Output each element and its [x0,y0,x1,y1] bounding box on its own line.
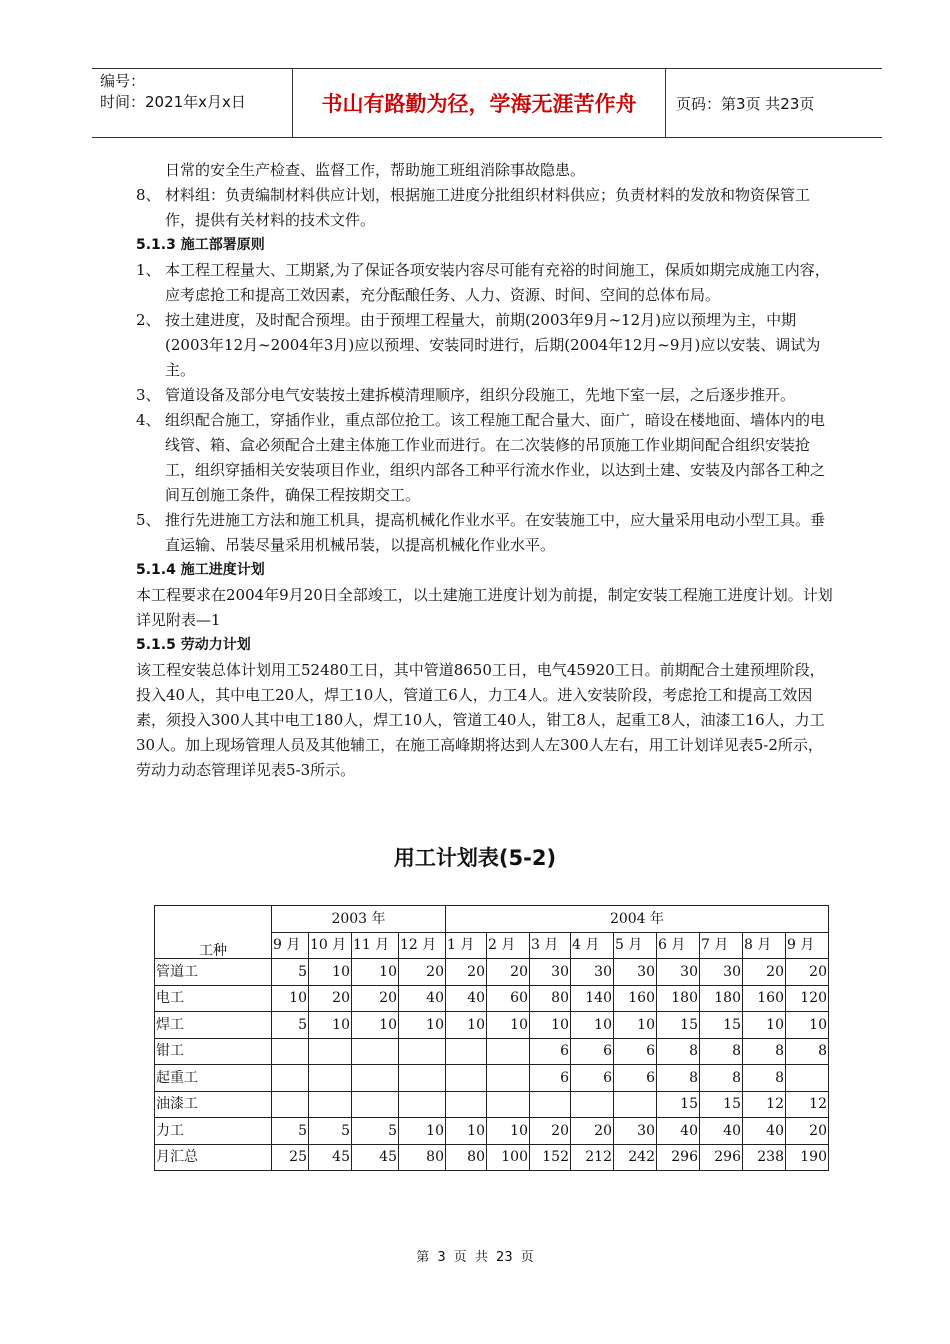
table-cell: 10 [487,1118,530,1145]
table-cell: 12 [786,1091,829,1118]
table-cell: 20 [530,1118,571,1145]
table-row [155,1091,829,1118]
table-cell [272,1065,309,1092]
table-cell: 30 [700,959,743,986]
table-cell [309,1065,352,1092]
table-cell [352,1038,399,1065]
table-cell [487,1091,530,1118]
table-cell [446,1065,487,1092]
month-header: 7 月 [700,932,743,959]
list-item-8 [136,183,836,233]
header-motto: 书山有路勤为径，学海无涯苦作舟 [292,69,666,137]
table-row [155,985,829,1012]
table-cell: 238 [743,1144,786,1171]
table-cell: 10 [352,1012,399,1039]
table-cell: 10 [446,1012,487,1039]
table-cell: 296 [700,1144,743,1171]
number-label: 编号： [100,72,146,90]
table-body [155,906,829,1171]
table-cell: 10 [272,985,309,1012]
table-cell [530,1091,571,1118]
table-cell: 20 [446,959,487,986]
month-header: 5 月 [614,932,657,959]
list-text: 材料组：负责编制材料供应计划，根据施工进度分批组织材料供应；负责材料的发放和物资保管工作，提供有关材料的技术文件。 [165,186,811,229]
table-cell: 30 [657,959,700,986]
table-cell: 15 [657,1091,700,1118]
table-cell [786,1065,829,1092]
table-cell: 6 [530,1065,571,1092]
document-body [136,158,836,783]
table-cell [614,1091,657,1118]
list-text: 组织配合施工，穿插作业，重点部位抢工。该工程施工配合量大、面广，暗设在楼地面、墙体内的电线管、箱、盒必须配合土建主体施工作业而进行。在二次装修的吊顶施工作业期间配合组织安装抢工，组织穿插相关安装项目作业，组织内部各工种平行流水作业，以达到土建、安装及内部各工种之间互创施工条件，确保工程按期交工。 [165,411,826,504]
row-label: 电工 [155,985,272,1012]
table-cell: 8 [786,1038,829,1065]
section-heading-515: 5.1.5 劳动力计划 [136,637,251,653]
table-cell: 20 [487,959,530,986]
table-cell: 30 [530,959,571,986]
table-row [155,1144,829,1171]
table-cell: 40 [446,985,487,1012]
list-number: 8、 [136,186,161,204]
paragraph-514: 本工程要求在2004年9月20日全部竣工，以土建施工进度计划为前提，制定安装工程施工进度计划。计划详见附表—1 [136,586,833,629]
table-cell: 6 [614,1065,657,1092]
table-cell: 5 [352,1118,399,1145]
year-2003-header: 2003 年 [272,906,446,933]
table-cell: 10 [446,1118,487,1145]
table-cell: 20 [743,959,786,986]
table-cell: 10 [352,959,399,986]
table-cell [446,1038,487,1065]
time-label: 时间：2021年x月x日 [100,93,246,111]
table-cell: 30 [614,1118,657,1145]
continuation-text: 日常的安全生产检查、监督工作，帮助施工班组消除事故隐患。 [165,161,586,179]
table-cell: 120 [786,985,829,1012]
table-cell: 8 [700,1038,743,1065]
corner-header: 工种 [155,906,272,959]
list-text: 按土建进度，及时配合预埋。由于预埋工程量大，前期(2003年9月~12月)应以预埋为主，中期(2003年12月~2004年3月)应以预埋、安装同时进行，后期(2004年12月~9月)应以安装、调试为主。 [165,311,821,379]
table-cell: 212 [571,1144,614,1171]
table-cell [571,1091,614,1118]
month-header: 12 月 [399,932,446,959]
table-cell: 20 [786,959,829,986]
table-cell: 10 [530,1012,571,1039]
row-label: 力工 [155,1118,272,1145]
list-text: 本工程工程量大、工期紧,为了保证各项安装内容尽可能有充裕的时间施工，保质如期完成施工内容，应考虑抢工和提高工效因素，充分酝酿任务、人力、资源、时间、空间的总体布局。 [165,261,830,304]
table-cell: 190 [786,1144,829,1171]
table-cell: 8 [700,1065,743,1092]
month-header: 3 月 [530,932,571,959]
month-header: 9 月 [786,932,829,959]
principle-item [136,308,836,383]
principle-item [136,408,836,508]
table-cell: 152 [530,1144,571,1171]
table-cell [309,1091,352,1118]
table-cell: 6 [571,1038,614,1065]
table-cell: 160 [743,985,786,1012]
table-row [155,959,829,986]
list-number: 3、 [136,386,161,404]
row-label: 管道工 [155,959,272,986]
table-cell: 10 [309,1012,352,1039]
list-number: 1、 [136,261,161,279]
list-number: 5、 [136,511,161,529]
list-number: 2、 [136,311,161,329]
table-cell: 5 [309,1118,352,1145]
row-label: 起重工 [155,1065,272,1092]
table-cell: 10 [399,1012,446,1039]
table-cell: 20 [309,985,352,1012]
month-header: 6 月 [657,932,700,959]
table-cell [352,1065,399,1092]
principle-item [136,508,836,558]
table-cell [309,1038,352,1065]
table-cell: 15 [657,1012,700,1039]
principle-item [136,258,836,308]
table-cell [399,1091,446,1118]
table-cell: 8 [657,1065,700,1092]
month-header: 2 月 [487,932,530,959]
table-cell: 20 [352,985,399,1012]
table-cell: 10 [743,1012,786,1039]
table-cell: 10 [399,1118,446,1145]
table-row [155,1118,829,1145]
month-header: 4 月 [571,932,614,959]
table-cell [487,1038,530,1065]
table-title: 用工计划表(5-2) [393,846,557,870]
table-cell [272,1091,309,1118]
paragraph-515: 该工程安装总体计划用工52480工日，其中管道8650工日，电气45920工日。前期配合土建预埋阶段，投入40人，其中电工20人，焊工10人，管道工6人，力工4人。进入安装阶段，考虑抢工和提高工效因素，须投入300人其中电工180人，焊工10人，管道工40人，钳工8人，起重工8人，油漆工16人，力工30人。加上现场管理人员及其他辅工，在施工高峰期将达到人左300人左右，用工计划详见表5-2所示，劳动力动态管理详见表5-3所示。 [136,661,825,779]
table-cell: 20 [399,959,446,986]
table-cell: 40 [743,1118,786,1145]
table-cell: 296 [657,1144,700,1171]
table-cell: 45 [309,1144,352,1171]
list-text: 推行先进施工方法和施工机具，提高机械化作业水平。在安装施工中，应大量采用电动小型工具。垂直运输、吊装尽量采用机械吊装，以提高机械化作业水平。 [165,511,826,554]
table-row [155,1038,829,1065]
list-text: 管道设备及部分电气安装按土建拆模清理顺序，组织分段施工，先地下室一层，之后逐步推开。 [165,386,796,404]
table-cell: 5 [272,1012,309,1039]
month-header: 11 月 [352,932,399,959]
table-cell: 8 [657,1038,700,1065]
table-cell: 15 [700,1091,743,1118]
table-cell [446,1091,487,1118]
table-cell: 160 [614,985,657,1012]
table-cell: 180 [700,985,743,1012]
table-cell: 60 [487,985,530,1012]
page-header [92,68,882,138]
table-cell: 80 [530,985,571,1012]
section-heading-513: 5.1.3 施工部署原则 [136,237,265,253]
month-header: 9 月 [272,932,309,959]
table-cell: 80 [399,1144,446,1171]
year-header-row [155,906,829,933]
month-header: 1 月 [446,932,487,959]
table-cell: 40 [399,985,446,1012]
table-cell: 40 [700,1118,743,1145]
table-cell: 5 [272,959,309,986]
table-cell: 6 [614,1038,657,1065]
table-cell: 8 [743,1065,786,1092]
list-number: 4、 [136,411,161,429]
table-cell: 10 [614,1012,657,1039]
row-label: 月汇总 [155,1144,272,1171]
table-cell: 12 [743,1091,786,1118]
table-cell: 6 [571,1065,614,1092]
table-cell: 30 [571,959,614,986]
year-2004-header: 2004 年 [446,906,829,933]
table-cell: 10 [571,1012,614,1039]
section-heading-514: 5.1.4 施工进度计划 [136,562,265,578]
table-cell [399,1038,446,1065]
table-cell: 140 [571,985,614,1012]
page-footer: 第 3 页 共 23 页 [416,1250,534,1265]
table-cell: 40 [657,1118,700,1145]
row-label: 焊工 [155,1012,272,1039]
table-cell: 5 [272,1118,309,1145]
table-cell: 100 [487,1144,530,1171]
header-meta [100,71,290,113]
labor-plan-table [154,905,829,1171]
table-cell [272,1038,309,1065]
month-header: 8 月 [743,932,786,959]
header-page-label: 页码：第3页 共23页 [676,94,815,113]
table-cell: 242 [614,1144,657,1171]
table-cell: 10 [309,959,352,986]
table-cell: 45 [352,1144,399,1171]
table-cell: 30 [614,959,657,986]
table-cell: 8 [743,1038,786,1065]
table-cell: 25 [272,1144,309,1171]
table-cell: 80 [446,1144,487,1171]
table-cell: 10 [487,1012,530,1039]
row-label: 钳工 [155,1038,272,1065]
table-cell: 20 [786,1118,829,1145]
table-cell [487,1065,530,1092]
table-cell: 180 [657,985,700,1012]
month-header: 10 月 [309,932,352,959]
principle-item [136,383,836,408]
table-cell [399,1065,446,1092]
table-cell: 20 [571,1118,614,1145]
table-row [155,1012,829,1039]
row-label: 油漆工 [155,1091,272,1118]
table-row [155,1065,829,1092]
table-cell [352,1091,399,1118]
table-cell: 15 [700,1012,743,1039]
table-cell: 6 [530,1038,571,1065]
table-cell: 10 [786,1012,829,1039]
